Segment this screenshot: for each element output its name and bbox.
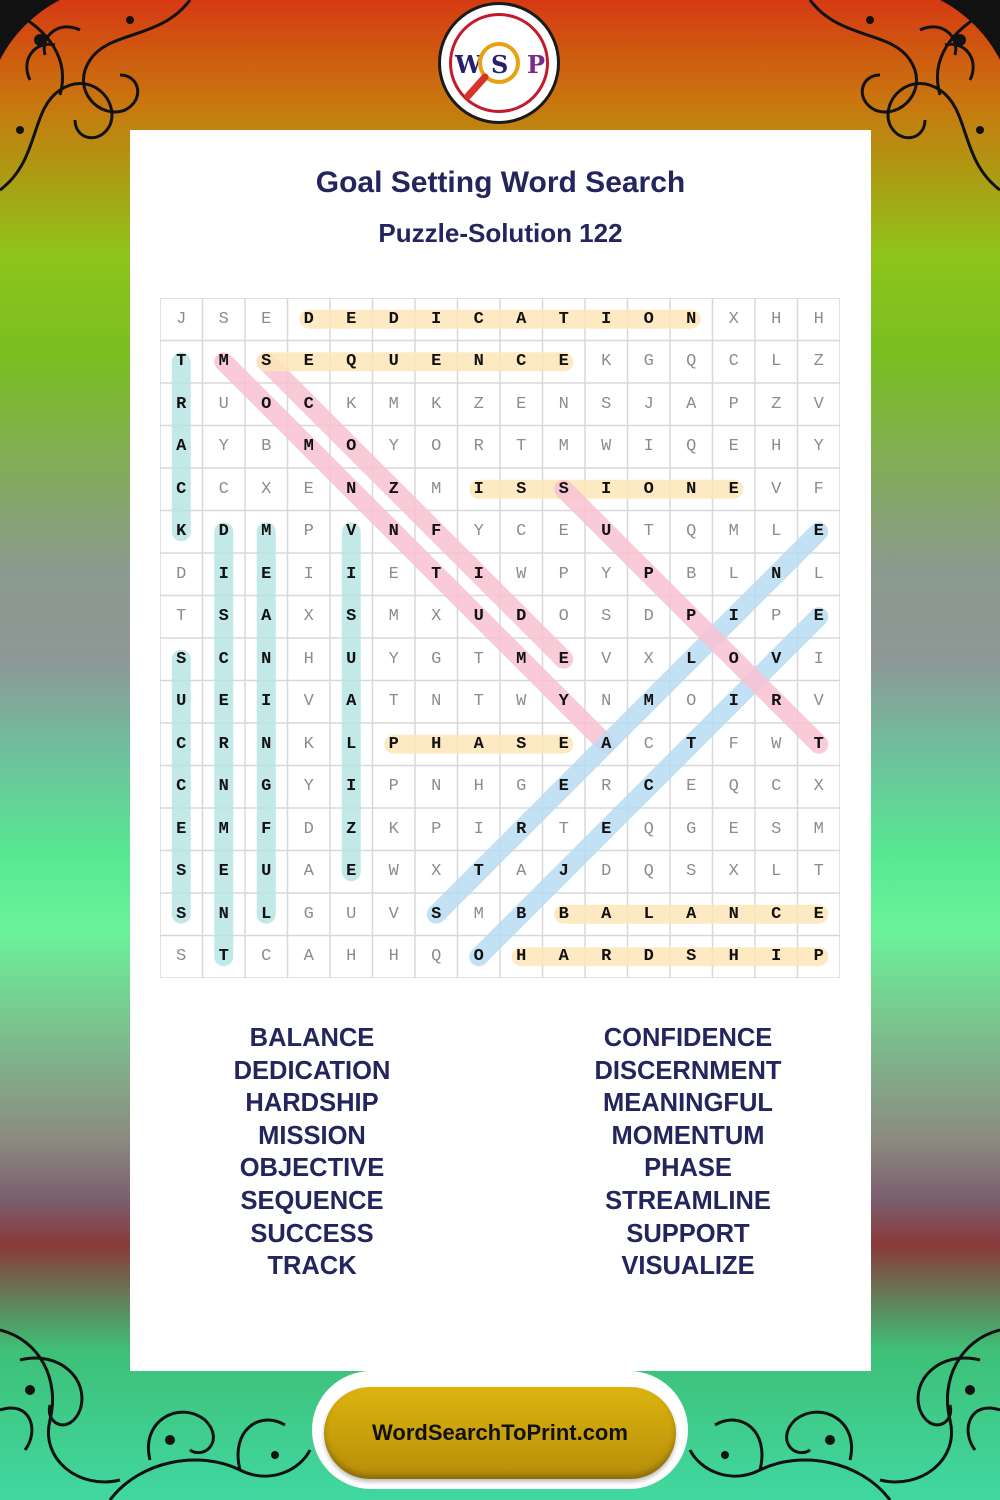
grid-cell: N xyxy=(261,734,272,754)
grid-cell: U xyxy=(261,862,272,882)
grid-cell: L xyxy=(771,522,782,542)
grid-cell: K xyxy=(388,819,399,839)
grid-cell: O xyxy=(643,309,654,329)
grid-cell: Z xyxy=(346,819,357,839)
word-list-item: BALANCE xyxy=(249,1024,375,1052)
grid-cell: E xyxy=(558,352,569,372)
grid-cell: A xyxy=(601,734,612,754)
grid-cell: S xyxy=(771,819,782,839)
grid-cell: N xyxy=(558,394,569,414)
grid-cell: N xyxy=(218,904,229,924)
grid-cell: T xyxy=(388,692,399,712)
grid-cell: Y xyxy=(473,522,484,542)
grid-cell: B xyxy=(261,437,272,457)
grid-cell: U xyxy=(176,692,187,712)
grid-cell: C xyxy=(728,352,739,372)
grid-cell: Y xyxy=(813,437,824,457)
word-list-item: CONFIDENCE xyxy=(603,1024,773,1052)
grid-cell: B xyxy=(558,904,569,924)
grid-cell: A xyxy=(558,947,569,967)
grid-cell: C xyxy=(303,394,314,414)
grid-cell: C xyxy=(771,777,782,797)
grid-cell: I xyxy=(813,649,824,669)
grid-cell: N xyxy=(431,777,442,797)
grid-cell: G xyxy=(261,777,272,797)
grid-cell: M xyxy=(388,394,399,414)
word-list-item: PHASE xyxy=(644,1154,732,1183)
grid-cell: H xyxy=(346,947,357,967)
grid-cell: L xyxy=(686,649,697,669)
grid-cell: Z xyxy=(473,394,484,414)
grid-cell: S xyxy=(686,862,697,882)
grid-cell: A xyxy=(303,947,314,967)
grid-cell: N xyxy=(218,777,229,797)
grid-cell: N xyxy=(346,479,357,499)
grid-cell: D xyxy=(303,819,314,839)
grid-cell: U xyxy=(388,352,399,372)
grid-cell: V xyxy=(303,692,314,712)
grid-cell: F xyxy=(728,734,739,754)
page-subtitle: Puzzle-Solution 122 xyxy=(378,218,623,248)
word-list-item: MISSION xyxy=(258,1121,366,1150)
grid-cell: Q xyxy=(686,352,697,372)
grid-cell: A xyxy=(601,904,612,924)
grid-cell: E xyxy=(346,309,357,329)
grid-cell: L xyxy=(771,862,782,882)
grid-cell: H xyxy=(473,777,484,797)
grid-cell: W xyxy=(516,692,527,712)
grid-cell: H xyxy=(303,649,314,669)
grid-cell: E xyxy=(176,819,187,839)
grid-cell: R xyxy=(601,777,612,797)
word-list-right xyxy=(523,1022,853,1283)
grid-cell: Z xyxy=(813,352,824,372)
grid-cell: Y xyxy=(558,692,569,712)
grid-cell: P xyxy=(303,522,314,542)
grid-cell: T xyxy=(813,734,824,754)
grid-cell: P xyxy=(728,394,739,414)
grid-cell: G xyxy=(643,352,654,372)
grid-cell: O xyxy=(643,479,654,499)
grid-cell: O xyxy=(431,437,442,457)
grid-cell: P xyxy=(431,819,442,839)
word-list-item: TRACK xyxy=(267,1252,357,1281)
grid-cell: C xyxy=(218,479,229,499)
grid-cell: S xyxy=(218,309,229,329)
grid-cell: T xyxy=(431,564,442,584)
grid-cell: M xyxy=(431,479,442,499)
grid-cell: I xyxy=(218,564,229,584)
grid-cell: H xyxy=(771,309,782,329)
site-logo[interactable] xyxy=(438,2,560,124)
grid-cell: I xyxy=(473,564,484,584)
grid-cell: P xyxy=(643,564,654,584)
word-search-grid xyxy=(160,298,840,978)
grid-cell: X xyxy=(431,607,442,627)
grid-cell: H xyxy=(516,947,527,967)
grid-cell: Q xyxy=(728,777,739,797)
grid-cell: M xyxy=(516,649,527,669)
grid-cell: E xyxy=(218,692,229,712)
grid-cell: P xyxy=(388,734,399,754)
grid-cell: K xyxy=(431,394,442,414)
grid-cell: C xyxy=(516,522,527,542)
grid-cell: E xyxy=(558,649,569,669)
footer-pill xyxy=(312,1371,688,1489)
grid-cell: Y xyxy=(388,437,399,457)
grid-cell: A xyxy=(261,607,272,627)
grid-cell: Y xyxy=(388,649,399,669)
grid-cell: P xyxy=(813,947,824,967)
grid-cell: R xyxy=(176,394,187,414)
grid-cell: B xyxy=(686,564,697,584)
grid-cell: Q xyxy=(346,352,357,372)
grid-cell: X xyxy=(261,479,272,499)
grid-cell: M xyxy=(728,522,739,542)
word-list-item: SUCCESS xyxy=(250,1219,374,1248)
grid-cell: Z xyxy=(771,394,782,414)
grid-cell: O xyxy=(728,649,739,669)
grid-cell: H xyxy=(388,947,399,967)
grid-cell: Q xyxy=(643,819,654,839)
grid-cell: P xyxy=(686,607,697,627)
grid-cell: M xyxy=(813,819,824,839)
grid-cell: E xyxy=(388,564,399,584)
grid-cell: Q xyxy=(643,862,654,882)
grid-cell: F xyxy=(261,819,272,839)
grid-cell: T xyxy=(176,607,187,627)
grid-cell: T xyxy=(558,819,569,839)
word-list-item: HARDSHIP xyxy=(245,1089,379,1118)
grid-cell: V xyxy=(388,904,399,924)
grid-cell: N xyxy=(431,692,442,712)
grid-cell: L xyxy=(813,564,824,584)
grid-cell: E xyxy=(558,522,569,542)
grid-cell: E xyxy=(728,479,739,499)
grid-cell: U xyxy=(346,904,357,924)
grid-cell: A xyxy=(176,437,187,457)
grid-cell: D xyxy=(176,564,187,584)
grid-cell: S xyxy=(558,479,569,499)
grid-cell: E xyxy=(686,777,697,797)
grid-cell: L xyxy=(261,904,272,924)
grid-cell: I xyxy=(303,564,314,584)
grid-cell: E xyxy=(728,819,739,839)
grid-cell: W xyxy=(516,564,527,584)
grid-cell: S xyxy=(346,607,357,627)
grid-cell: T xyxy=(686,734,697,754)
grid-cell: X xyxy=(728,862,739,882)
grid-cell: I xyxy=(346,564,357,584)
grid-cell: Y xyxy=(601,564,612,584)
grid-cell: T xyxy=(473,692,484,712)
grid-cell: M xyxy=(643,692,654,712)
grid-cell: D xyxy=(601,862,612,882)
grid-cell: D xyxy=(516,607,527,627)
grid-cell: T xyxy=(176,352,187,372)
grid-cell: T xyxy=(813,862,824,882)
grid-cell: X xyxy=(643,649,654,669)
word-list-left xyxy=(147,1022,477,1283)
grid-cell: I xyxy=(261,692,272,712)
grid-cell: T xyxy=(643,522,654,542)
grid-cell: N xyxy=(601,692,612,712)
grid-cell: H xyxy=(771,437,782,457)
grid-cell: L xyxy=(771,352,782,372)
grid-cell: E xyxy=(218,862,229,882)
website-button[interactable]: WordSearchToPrint.com xyxy=(324,1387,676,1479)
grid-cell: E xyxy=(813,607,824,627)
grid-cell: A xyxy=(516,309,527,329)
word-list-item: DEDICATION xyxy=(233,1056,391,1085)
grid-cell: I xyxy=(771,947,782,967)
grid-cell: U xyxy=(346,649,357,669)
grid-cell: V xyxy=(601,649,612,669)
grid-cell: S xyxy=(261,352,272,372)
grid-cell: E xyxy=(728,437,739,457)
grid-cell: U xyxy=(601,522,612,542)
grid-cell: C xyxy=(218,649,229,669)
page-title: Goal Setting Word Search xyxy=(315,166,686,199)
grid-cell: V xyxy=(771,649,782,669)
grid-cell: G xyxy=(303,904,314,924)
grid-cell: X xyxy=(431,862,442,882)
grid-cell: T xyxy=(516,437,527,457)
word-list-item: MEANINGFUL xyxy=(603,1089,773,1118)
grid-cell: A xyxy=(686,394,697,414)
word-list-item: SUPPORT xyxy=(626,1219,750,1248)
word-list-item: SEQUENCE xyxy=(240,1186,384,1215)
grid-cell: D xyxy=(218,522,229,542)
grid-cell: A xyxy=(346,692,357,712)
grid-cell: S xyxy=(176,904,187,924)
grid-cell: K xyxy=(303,734,314,754)
grid-cell: V xyxy=(346,522,357,542)
grid-cell: V xyxy=(813,692,824,712)
grid-cell: A xyxy=(303,862,314,882)
grid-cell: H xyxy=(813,309,824,329)
grid-cell: M xyxy=(558,437,569,457)
grid-cell: X xyxy=(813,777,824,797)
grid-cell: E xyxy=(558,734,569,754)
grid-cell: V xyxy=(813,394,824,414)
grid-cell: T xyxy=(218,947,229,967)
grid-cell: S xyxy=(431,904,442,924)
grid-cell: S xyxy=(516,734,527,754)
grid-cell: I xyxy=(643,437,654,457)
grid-cell: W xyxy=(771,734,782,754)
grid-cell: C xyxy=(643,777,654,797)
grid-cell: P xyxy=(388,777,399,797)
grid-cell: K xyxy=(601,352,612,372)
grid-cell: R xyxy=(516,819,527,839)
grid-cell: S xyxy=(176,649,187,669)
grid-cell: F xyxy=(813,479,824,499)
grid-cell: E xyxy=(601,819,612,839)
grid-cell: I xyxy=(728,692,739,712)
grid-cell: C xyxy=(176,734,187,754)
grid-cell: I xyxy=(473,819,484,839)
grid-cell: C xyxy=(261,947,272,967)
grid-cell: K xyxy=(346,394,357,414)
grid-cell: I xyxy=(601,479,612,499)
grid-cell: N xyxy=(473,352,484,372)
grid-cell: M xyxy=(218,352,229,372)
grid-cell: P xyxy=(771,607,782,627)
grid-cell: S xyxy=(601,607,612,627)
grid-cell: U xyxy=(218,394,229,414)
puzzle-panel xyxy=(130,130,871,1371)
grid-cell: E xyxy=(346,862,357,882)
grid-cell: C xyxy=(516,352,527,372)
grid-cell: I xyxy=(431,309,442,329)
grid-cell: E xyxy=(813,904,824,924)
grid-cell: S xyxy=(176,862,187,882)
grid-cell: R xyxy=(218,734,229,754)
grid-cell: E xyxy=(431,352,442,372)
grid-cell: D xyxy=(643,947,654,967)
grid-cell: S xyxy=(601,394,612,414)
grid-cell: T xyxy=(473,862,484,882)
grid-cell: W xyxy=(388,862,399,882)
grid-cell: O xyxy=(473,947,484,967)
grid-cell: N xyxy=(686,309,697,329)
grid-cell: W xyxy=(601,437,612,457)
grid-cell: E xyxy=(303,479,314,499)
grid-cell: D xyxy=(303,309,314,329)
grid-cell: E xyxy=(813,522,824,542)
grid-cell: O xyxy=(261,394,272,414)
grid-cell: Z xyxy=(388,479,399,499)
grid-cell: Q xyxy=(431,947,442,967)
grid-cell: G xyxy=(516,777,527,797)
grid-cell: R xyxy=(601,947,612,967)
grid-cell: N xyxy=(261,649,272,669)
word-list-item: STREAMLINE xyxy=(605,1186,771,1215)
grid-cell: F xyxy=(431,522,442,542)
grid-letters xyxy=(160,298,840,978)
word-list-item: OBJECTIVE xyxy=(239,1154,385,1183)
grid-cell: M xyxy=(473,904,484,924)
grid-cell: A xyxy=(686,904,697,924)
grid-cell: M xyxy=(261,522,272,542)
grid-cell: C xyxy=(643,734,654,754)
grid-cell: V xyxy=(771,479,782,499)
word-list-item: MOMENTUM xyxy=(611,1121,765,1150)
grid-cell: C xyxy=(473,309,484,329)
grid-cell: N xyxy=(388,522,399,542)
grid-cell: E xyxy=(516,394,527,414)
word-list-item: DISCERNMENT xyxy=(594,1056,782,1085)
grid-cell: D xyxy=(388,309,399,329)
grid-cell: I xyxy=(728,607,739,627)
grid-cell: H xyxy=(431,734,442,754)
grid-cell: L xyxy=(643,904,654,924)
grid-cell: S xyxy=(516,479,527,499)
grid-cell: R xyxy=(473,437,484,457)
grid-cell: J xyxy=(176,309,187,329)
grid-cell: M xyxy=(388,607,399,627)
logo-letter-s: S xyxy=(491,50,509,79)
grid-cell: O xyxy=(558,607,569,627)
grid-cell: O xyxy=(346,437,357,457)
grid-cell: M xyxy=(218,819,229,839)
grid-cell: X xyxy=(303,607,314,627)
grid-cell: C xyxy=(176,777,187,797)
grid-cell: N xyxy=(771,564,782,584)
logo-letter-p: P xyxy=(527,50,546,79)
grid-cell: E xyxy=(558,777,569,797)
grid-cell: L xyxy=(728,564,739,584)
grid-cell: O xyxy=(686,692,697,712)
grid-cell: E xyxy=(303,352,314,372)
grid-cell: M xyxy=(303,437,314,457)
grid-cell: D xyxy=(643,607,654,627)
grid-cell: T xyxy=(558,309,569,329)
grid-cell: A xyxy=(473,734,484,754)
grid-cell: G xyxy=(686,819,697,839)
grid-cell: E xyxy=(261,309,272,329)
grid-cell: I xyxy=(473,479,484,499)
grid-cell: K xyxy=(176,522,187,542)
grid-cell: E xyxy=(261,564,272,584)
grid-cell: Q xyxy=(686,522,697,542)
grid-cell: N xyxy=(728,904,739,924)
grid-cell: G xyxy=(431,649,442,669)
grid-cell: Q xyxy=(686,437,697,457)
grid-cell: L xyxy=(346,734,357,754)
grid-cell: H xyxy=(728,947,739,967)
grid-cell: R xyxy=(771,692,782,712)
grid-cell: I xyxy=(346,777,357,797)
grid-cell: P xyxy=(558,564,569,584)
word-list-item: VISUALIZE xyxy=(621,1252,755,1281)
grid-cell: Y xyxy=(303,777,314,797)
grid-cell: I xyxy=(601,309,612,329)
grid-cell: C xyxy=(176,479,187,499)
grid-cell: C xyxy=(771,904,782,924)
grid-cell: S xyxy=(176,947,187,967)
grid-cell: J xyxy=(643,394,654,414)
grid-cell: S xyxy=(218,607,229,627)
grid-cell: B xyxy=(516,904,527,924)
grid-cell: X xyxy=(728,309,739,329)
magnifier-icon xyxy=(438,2,560,124)
grid-cell: Y xyxy=(218,437,229,457)
grid-cell: T xyxy=(473,649,484,669)
grid-cell: S xyxy=(686,947,697,967)
grid-cell: N xyxy=(686,479,697,499)
logo-letter-w: W xyxy=(455,50,482,79)
grid-cell: A xyxy=(516,862,527,882)
grid-cell: U xyxy=(473,607,484,627)
grid-cell: J xyxy=(558,862,569,882)
